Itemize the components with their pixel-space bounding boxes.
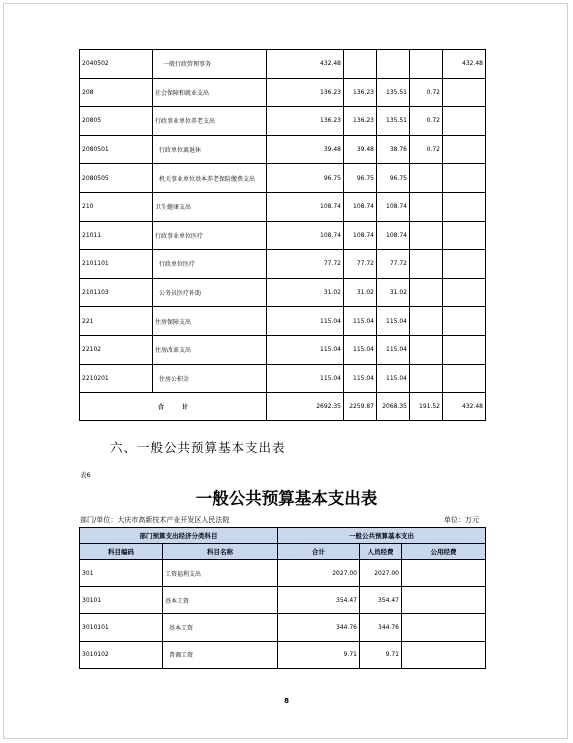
header-personnel: 人员经费 <box>360 544 402 560</box>
header-name: 科目名称 <box>163 544 278 560</box>
cell-code: 2080505 <box>80 164 153 193</box>
cell-personnel: 354.47 <box>360 587 402 614</box>
cell-total: 2027.00 <box>278 560 360 587</box>
cell-code: 208 <box>80 78 153 107</box>
table-row <box>80 221 486 250</box>
cell-name: 住房公积金 <box>153 364 267 393</box>
cell-basic: 108.74 <box>344 192 377 221</box>
cell-personnel: 135.51 <box>377 107 410 136</box>
cell-project <box>443 307 486 336</box>
header-public: 公用经费 <box>402 544 486 560</box>
table-row <box>80 587 486 614</box>
cell-personnel: 115.04 <box>377 307 410 336</box>
total-row <box>80 393 486 421</box>
cell-name: 行政单位医疗 <box>153 250 267 279</box>
cell-project <box>443 78 486 107</box>
cell-code: 2101101 <box>80 250 153 279</box>
total-basic: 2259.87 <box>344 393 377 421</box>
cell-project <box>443 221 486 250</box>
cell-basic: 115.04 <box>344 364 377 393</box>
cell-public <box>410 307 443 336</box>
cell-total: 136.23 <box>267 78 344 107</box>
cell-total: 108.74 <box>267 192 344 221</box>
unit-label: 单位：万元 <box>444 516 479 524</box>
cell-code: 210 <box>80 192 153 221</box>
cell-public: 0.72 <box>410 107 443 136</box>
cell-basic: 31.02 <box>344 278 377 307</box>
cell-public <box>402 587 486 614</box>
cell-total: 115.04 <box>267 364 344 393</box>
cell-name: 行政单位离退休 <box>153 135 267 164</box>
table-row <box>80 135 486 164</box>
total-public: 191.52 <box>410 393 443 421</box>
total-personnel: 2068.35 <box>377 393 410 421</box>
cell-name: 卫生健康支出 <box>153 192 267 221</box>
basic-expenditure-table <box>79 527 486 669</box>
cell-basic: 96.75 <box>344 164 377 193</box>
cell-total: 77.72 <box>267 250 344 279</box>
cell-project <box>443 135 486 164</box>
table-row <box>80 50 486 79</box>
cell-name: 基本工资 <box>163 587 278 614</box>
cell-public: 0.72 <box>410 135 443 164</box>
cell-personnel: 108.74 <box>377 192 410 221</box>
cell-code: 30101 <box>80 587 163 614</box>
cell-public <box>410 278 443 307</box>
cell-personnel: 115.04 <box>377 364 410 393</box>
table-row <box>80 641 486 668</box>
table-row <box>80 560 486 587</box>
cell-personnel <box>377 50 410 79</box>
cell-project <box>443 164 486 193</box>
cell-total: 115.04 <box>267 307 344 336</box>
header-total: 合计 <box>278 544 360 560</box>
cell-public <box>410 250 443 279</box>
cell-total: 354.47 <box>278 587 360 614</box>
cell-total: 136.23 <box>267 107 344 136</box>
cell-total: 39.48 <box>267 135 344 164</box>
total-sum: 2692.35 <box>267 393 344 421</box>
cell-name: 基本工资 <box>163 614 278 641</box>
cell-total: 96.75 <box>267 164 344 193</box>
cell-code: 20805 <box>80 107 153 136</box>
cell-code: 2101103 <box>80 278 153 307</box>
cell-total: 108.74 <box>267 221 344 250</box>
cell-code: 3010102 <box>80 641 163 668</box>
cell-public <box>402 560 486 587</box>
cell-personnel: 38.76 <box>377 135 410 164</box>
cell-name: 工资福利支出 <box>163 560 278 587</box>
cell-name: 行政事业单位医疗 <box>153 221 267 250</box>
cell-basic: 136.23 <box>344 107 377 136</box>
cell-personnel: 135.51 <box>377 78 410 107</box>
cell-name: 一般行政管理事务 <box>153 50 267 79</box>
table-row <box>80 192 486 221</box>
cell-code: 221 <box>80 307 153 336</box>
cell-total: 344.76 <box>278 614 360 641</box>
department-label: 部门/单位：大庆市高新技术产业开发区人民法院 <box>80 516 230 524</box>
cell-personnel: 77.72 <box>377 250 410 279</box>
table-row <box>80 614 486 641</box>
cell-project <box>443 364 486 393</box>
cell-total: 432.48 <box>267 50 344 79</box>
cell-project <box>443 250 486 279</box>
header-code: 科目编码 <box>80 544 163 560</box>
cell-personnel: 2027.00 <box>360 560 402 587</box>
table-row <box>80 164 486 193</box>
cell-basic: 108.74 <box>344 221 377 250</box>
cell-total: 9.71 <box>278 641 360 668</box>
cell-project: 432.48 <box>443 50 486 79</box>
cell-project <box>443 278 486 307</box>
table-row <box>80 250 486 279</box>
cell-public <box>402 614 486 641</box>
cell-name: 社会保障和就业支出 <box>153 78 267 107</box>
cell-code: 21011 <box>80 221 153 250</box>
total-project: 432.48 <box>443 393 486 421</box>
header-basic-expenditure: 一般公共预算基本支出 <box>278 528 486 544</box>
table-row <box>80 335 486 364</box>
cell-public <box>410 164 443 193</box>
cell-public: 0.72 <box>410 78 443 107</box>
cell-name: 住房保障支出 <box>153 307 267 336</box>
cell-personnel: 108.74 <box>377 221 410 250</box>
table-row <box>80 278 486 307</box>
cell-basic: 115.04 <box>344 307 377 336</box>
cell-personnel: 344.76 <box>360 614 402 641</box>
page-number: 8 <box>284 697 289 705</box>
cell-basic: 115.04 <box>344 335 377 364</box>
cell-public <box>402 641 486 668</box>
cell-name: 住房改革支出 <box>153 335 267 364</box>
table-row <box>80 78 486 107</box>
cell-personnel: 96.75 <box>377 164 410 193</box>
cell-project <box>443 107 486 136</box>
cell-public <box>410 364 443 393</box>
cell-name: 机关事业单位基本养老保险缴费支出 <box>153 164 267 193</box>
header-row-group <box>80 528 486 544</box>
cell-total: 31.02 <box>267 278 344 307</box>
cell-basic: 77.72 <box>344 250 377 279</box>
cell-personnel: 31.02 <box>377 278 410 307</box>
cell-code: 3010101 <box>80 614 163 641</box>
cell-basic <box>344 50 377 79</box>
cell-public <box>410 221 443 250</box>
cell-basic: 39.48 <box>344 135 377 164</box>
table-number: 表6 <box>80 471 91 479</box>
cell-public <box>410 335 443 364</box>
total-label: 合 计 <box>80 393 267 421</box>
cell-project <box>443 192 486 221</box>
cell-name: 公务员医疗补助 <box>153 278 267 307</box>
cell-public <box>410 192 443 221</box>
table-row <box>80 307 486 336</box>
cell-total: 115.04 <box>267 335 344 364</box>
cell-project <box>443 335 486 364</box>
cell-name: 普调工资 <box>163 641 278 668</box>
cell-code: 2210201 <box>80 364 153 393</box>
cell-personnel: 115.04 <box>377 335 410 364</box>
cell-code: 301 <box>80 560 163 587</box>
table6-title: 一般公共预算基本支出表 <box>195 489 378 508</box>
table-row <box>80 107 486 136</box>
table-row <box>80 364 486 393</box>
cell-public <box>410 50 443 79</box>
cell-code: 2040502 <box>80 50 153 79</box>
cell-code: 22102 <box>80 335 153 364</box>
header-econ-classification: 部门预算支出经济分类科目 <box>80 528 278 544</box>
expenditure-table-continued <box>79 49 486 421</box>
cell-name: 行政事业单位养老支出 <box>153 107 267 136</box>
header-row-columns <box>80 544 486 560</box>
cell-personnel: 9.71 <box>360 641 402 668</box>
section-heading: 六、一般公共预算基本支出表 <box>110 440 286 455</box>
cell-basic: 136.23 <box>344 78 377 107</box>
cell-code: 2080501 <box>80 135 153 164</box>
